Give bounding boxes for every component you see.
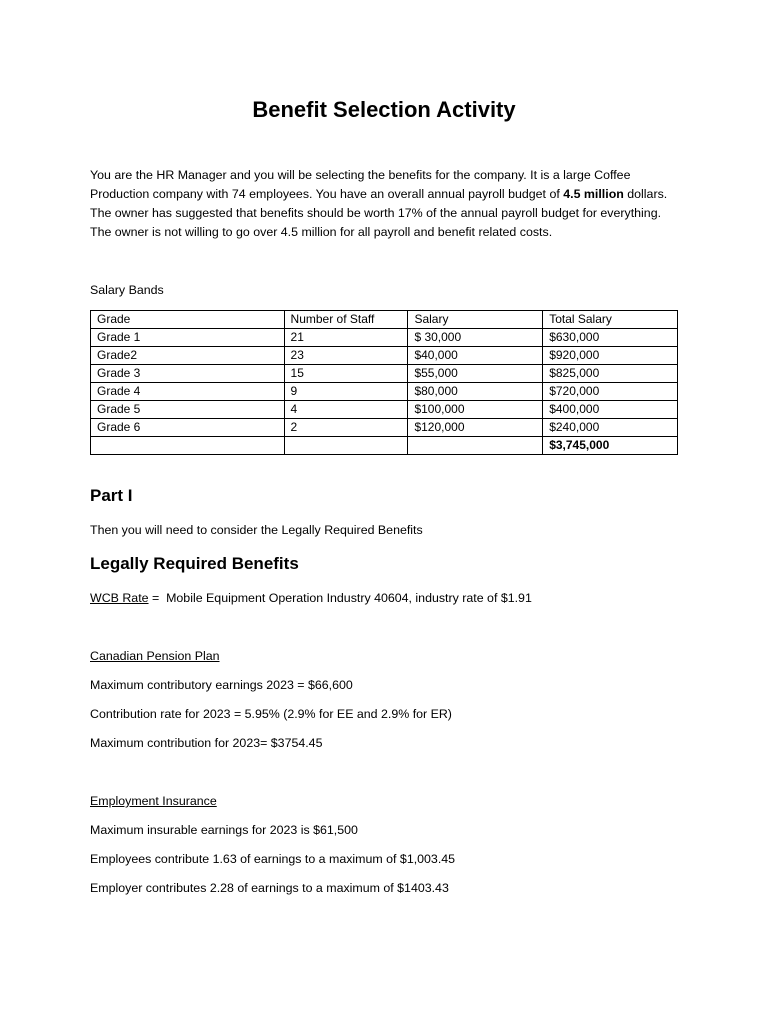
table-cell: $100,000: [408, 401, 543, 419]
table-cell: $825,000: [543, 365, 678, 383]
cpp-line-max-earnings: Maximum contributory earnings 2023 = $66,600: [90, 678, 353, 692]
table-cell: $240,000: [543, 419, 678, 437]
table-cell-empty: [408, 437, 543, 455]
table-cell: $120,000: [408, 419, 543, 437]
table-cell: Grade 3: [91, 365, 285, 383]
part-heading: Part I: [90, 486, 133, 505]
table-cell: 21: [284, 329, 408, 347]
table-cell: 15: [284, 365, 408, 383]
ei-line-employer-contribution: Employer contributes 2.28 of earnings to a maximum of $1403.43: [90, 881, 449, 895]
table-row: [91, 401, 678, 419]
intro-text-1: You are the HR Manager and you will be selecting the benefits for the company. It is a large Coffee Production company with 74 employees. You have an overall annual payroll budget of: [90, 168, 631, 201]
intro-paragraph: [90, 166, 670, 242]
cpp-line-max-contribution: Maximum contribution for 2023= $3754.45: [90, 736, 323, 750]
table-cell: Grade 1: [91, 329, 285, 347]
table-cell: $80,000: [408, 383, 543, 401]
table-cell: $630,000: [543, 329, 678, 347]
table-row: [91, 329, 678, 347]
table-row: [91, 365, 678, 383]
table-row: [91, 383, 678, 401]
table-cell: $ 30,000: [408, 329, 543, 347]
table-cell-empty: [91, 437, 285, 455]
table-cell: 4: [284, 401, 408, 419]
table-cell: $720,000: [543, 383, 678, 401]
table-cell: $40,000: [408, 347, 543, 365]
table-total-row: [91, 437, 678, 455]
table-cell-empty: [284, 437, 408, 455]
header-salary: Salary: [408, 311, 543, 329]
table-cell: 9: [284, 383, 408, 401]
cpp-line-contribution-rate: Contribution rate for 2023 = 5.95% (2.9% for EE and 2.9% for ER): [90, 707, 452, 721]
table-cell: 23: [284, 347, 408, 365]
table-header-row: [91, 311, 678, 329]
grand-total-salary: $3,745,000: [543, 437, 678, 455]
wcb-rate-line: [90, 590, 532, 606]
header-number-of-staff: Number of Staff: [284, 311, 408, 329]
table-cell: Grade 5: [91, 401, 285, 419]
wcb-rate-label: WCB Rate: [90, 591, 149, 605]
table-cell: Grade 6: [91, 419, 285, 437]
salary-bands-label: Salary Bands: [90, 283, 164, 297]
wcb-rate-text: = Mobile Equipment Operation Industry 40604, industry rate of $1.91: [148, 591, 532, 605]
ei-line-max-earnings: Maximum insurable earnings for 2023 is $61,500: [90, 823, 358, 837]
table-cell: Grade2: [91, 347, 285, 365]
table-cell: $55,000: [408, 365, 543, 383]
intro-text-2: dollars. The owner has suggested that benefits should be worth 17% of the annual payroll budget for everything. The owner is not willing to go over 4.5 million for all payroll and benefit related costs.: [90, 187, 668, 239]
cpp-heading: Canadian Pension Plan: [90, 649, 220, 663]
table-row: [91, 347, 678, 365]
ei-heading: Employment Insurance: [90, 794, 217, 808]
table-cell: 2: [284, 419, 408, 437]
ei-line-employee-contribution: Employees contribute 1.63 of earnings to a maximum of $1,003.45: [90, 852, 456, 866]
table-cell: $400,000: [543, 401, 678, 419]
legal-benefits-heading: Legally Required Benefits: [90, 554, 299, 573]
intro-budget-bold: 4.5 million: [563, 187, 624, 201]
table-cell: $920,000: [543, 347, 678, 365]
header-total-salary: Total Salary: [543, 311, 678, 329]
part-intro-text: Then you will need to consider the Legally Required Benefits: [90, 523, 423, 537]
table-cell: Grade 4: [91, 383, 285, 401]
page-title: Benefit Selection Activity: [252, 97, 516, 122]
salary-bands-table: [90, 310, 678, 455]
header-grade: Grade: [91, 311, 285, 329]
table-row: [91, 419, 678, 437]
